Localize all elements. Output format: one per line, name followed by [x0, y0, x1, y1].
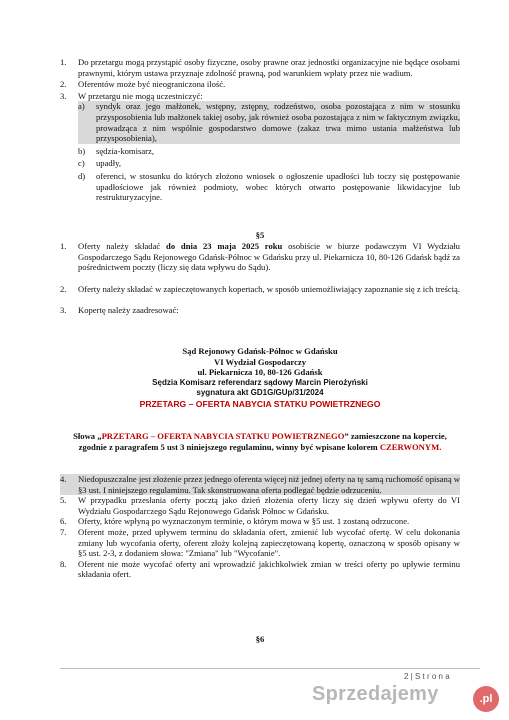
watermark-logo: Sprzedajemy	[312, 683, 439, 705]
address-subject: PRZETARG – OFERTA NABYCIA STATKU POWIETRZNEGO	[139, 398, 381, 409]
list-item	[60, 284, 460, 295]
item-number: 2.	[60, 283, 67, 294]
sub-item	[78, 158, 460, 169]
eligibility-list	[60, 57, 460, 203]
sub-letter: a)	[78, 101, 85, 112]
item-number: 7.	[60, 526, 67, 537]
sub-letter: d)	[78, 170, 86, 181]
sub-text: upadły,	[96, 158, 121, 169]
item-number: 4.	[60, 474, 67, 484]
item-text: Do przetargu mogą przystąpić osoby fizyczne, osoby prawne oraz jednostki organizacyjne nie będące osobami prawnymi, którym ustawa przyznaje zdolność prawną, pod warunkiem wpłaty przez nie wadium.	[78, 57, 460, 78]
list-item	[60, 79, 460, 90]
list-item	[60, 91, 460, 102]
sub-text: sędzia-komisarz,	[96, 145, 154, 156]
section-heading-5: §5	[255, 230, 265, 240]
item-text: W przetargu nie mogą uczestniczyć:	[78, 90, 203, 101]
item-text: osobiście w biurze podawczym VI Wydziału Gospodarczego Sądu Rejonowego Gdańsk-Północ w Gdańsku przy ul. Piekarnicza 10, 80-126 Gdańsk bądź za pośrednictwem poczty (liczy się data wpływu do Sądu).	[78, 241, 460, 273]
sub-text: oferenci, w stosunku do których złożono wniosek o ogłoszenie upadłości lub toczy się postępowanie upadłościowe jak również podmioty, wobec których otwarto postępowanie likwidacyjne lub restrukturyzacyjne.	[96, 170, 460, 203]
note-text: Słowa „	[73, 431, 102, 441]
address-case-number: sygnatura akt GD1G/GUp/31/2024	[196, 388, 324, 398]
address-judge: Sędzia Komisarz referendarz sądowy Marcin Pierożyński	[152, 377, 368, 387]
item-number: 1.	[60, 57, 67, 67]
list-item	[60, 559, 460, 580]
list-item	[60, 241, 460, 273]
item-text: W przypadku przesłania oferty pocztą jako dzień złożenia oferty liczy się dzień wpływu oferty do VI Wydziału Gospodarczego Sądu Rejonowego Gdańsk Północ w Gdańsku.	[78, 495, 460, 516]
list-item	[60, 305, 460, 316]
address-block	[60, 346, 460, 410]
color-note	[70, 431, 450, 452]
footer-divider	[60, 668, 480, 669]
deadline-date: do dnia 23 maja 2025 roku	[166, 241, 283, 251]
sub-letter: c)	[78, 158, 85, 169]
watermark-badge: .pl	[473, 686, 499, 712]
item-text: Niedopuszczalne jest złożenie przez jednego oferenta więcej niż jednej oferty na tę samą ruchomość opisaną w §3 ust. I niniejszego regulaminu. Tak skonstruowana oferta podlegać będzie odrzuceniu.	[78, 474, 461, 495]
item-text: Oferty należy składać w zapieczętowanych kopertach, w sposób uniemożliwiający zapoznanie się z ich treścią.	[78, 283, 461, 294]
item-text: Kopertę należy zaadresować:	[78, 305, 179, 316]
item-number: 1.	[60, 241, 67, 251]
list-item	[60, 516, 460, 527]
list-item	[60, 57, 460, 78]
list-item	[60, 527, 460, 559]
excluded-sublist	[60, 101, 460, 202]
item-number: 3.	[60, 90, 67, 101]
submission-list	[60, 241, 460, 316]
sub-item	[78, 171, 460, 203]
item-number: 3.	[60, 305, 67, 316]
item-number: 5.	[60, 495, 67, 506]
item-text: Oferent nie może wycofać oferty ani wprowadzić jakichkolwiek zmian w treści oferty po upływie terminu składania ofert.	[78, 558, 460, 580]
page-number: 2 | S t r o n a	[404, 672, 450, 681]
item-text: Oferentów może być nieograniczona ilość.	[78, 79, 226, 90]
item-text: Oferent może, przed upływem terminu do składania ofert, zmienić lub wycofać ofertę. W celu dokonania zmiany lub wycofania oferty, oferent złoży kolejną zapieczętowaną kopertę, oznaczoną w sposób opisany w §5 ust. 2-3, z dodaniem słowa: "Zmiana" lub "Wycofanie".	[78, 526, 460, 559]
rules-list	[60, 474, 460, 580]
address-street: ul. Piekarnicza 10, 80-126 Gdańsk	[197, 367, 323, 378]
list-item	[60, 474, 460, 495]
sub-text: syndyk oraz jego małżonek, wstępny, zstępny, rodzeństwo, osoba pozostająca z nim w stosunku przysposobienia lub małżonek takiej osoby, jak również osoba pozostająca z nim w faktycznym związku, prowadząca z nim wspólnie gospodarstwo domowe (zakaz trwa mimo ustania małżeństwa lub przysposobienia),	[96, 101, 460, 144]
item-number: 6.	[60, 516, 67, 527]
note-red-word: CZERWONYM.	[379, 441, 442, 452]
note-red-text: PRZETARG – OFERTA NABYCIA STATKU POWIETRZNEGO	[101, 431, 345, 441]
sub-letter: b)	[78, 145, 86, 156]
sub-item	[78, 101, 460, 143]
section-heading-6: §6	[255, 634, 265, 644]
list-item	[60, 495, 460, 516]
item-number: 2.	[60, 79, 67, 90]
item-text: Oferty, które wpłyną po wyznaczonym terminie, o którym mowa w §5 ust. 1 zostaną odrzucone.	[78, 516, 410, 527]
address-court: Sąd Rejonowy Gdańsk-Północ w Gdańsku	[182, 346, 338, 356]
note-text: ” zamieszczone na kopercie, zgodnie z paragrafem 5 ust 3 niniejszego regulaminu, winny być wpisane kolorem	[78, 431, 447, 452]
item-number: 8.	[60, 558, 67, 569]
address-department: VI Wydział Gospodarczy	[214, 356, 306, 367]
sub-item	[78, 146, 460, 157]
item-text: Oferty należy składać	[78, 241, 167, 251]
